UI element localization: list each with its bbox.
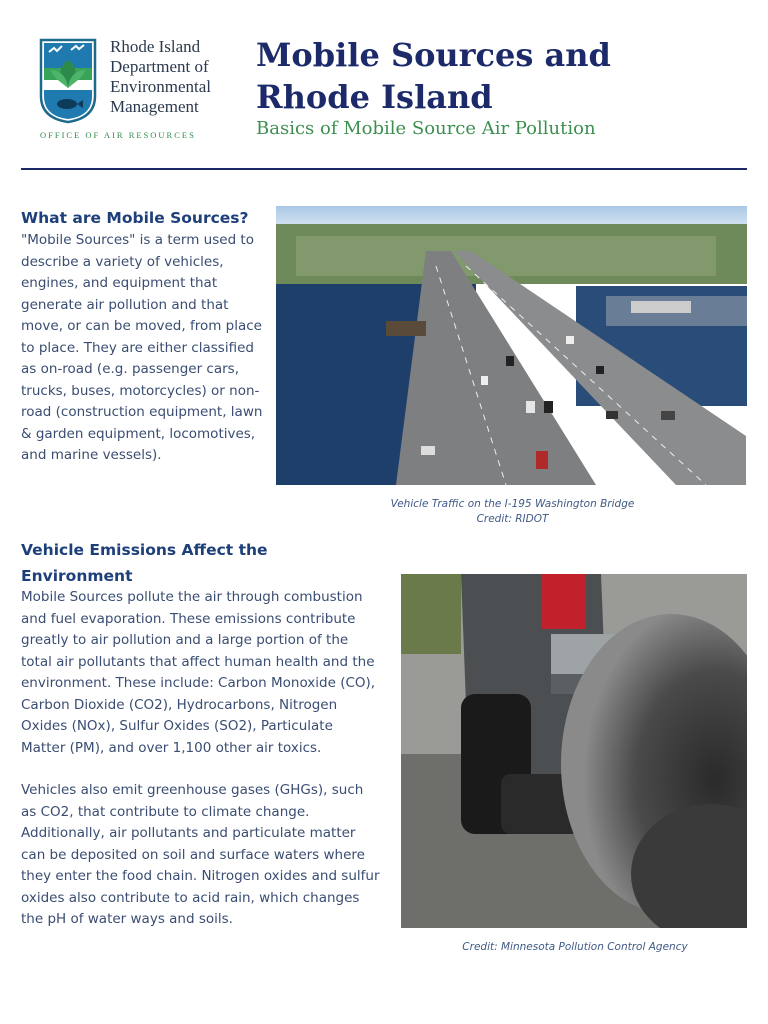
page-title-line: Rhode Island <box>256 78 493 116</box>
section-heading-mobile-sources: What are Mobile Sources? <box>21 209 249 227</box>
office-label: OFFICE OF AIR RESOURCES <box>40 130 196 140</box>
org-name-line: Environmental <box>110 77 212 96</box>
caption-line: Vehicle Traffic on the I-195 Washington Bridge <box>390 498 635 510</box>
org-name-line: Department of <box>110 57 209 76</box>
page-title <box>256 34 736 118</box>
org-name <box>110 37 240 117</box>
ridem-logo <box>39 38 97 124</box>
bridge-photo-caption <box>350 497 675 527</box>
exhaust-smoke-photo <box>401 574 747 928</box>
section-heading-vehicle-emissions: Vehicle Emissions Affect the Environment <box>21 541 268 585</box>
org-name-line: Management <box>110 97 199 116</box>
page-subtitle: Basics of Mobile Source Air Pollution <box>256 118 596 139</box>
section-body-mobile-sources: "Mobile Sources" is a term used to describe a variety of vehicles, engines, and equipment that generate air pollution and that move, or can be moved, from place to place. They are either classified as on-road (e.g. passenger cars, trucks, buses, motorcycles) or non-road (construction equipment, lawn & garden equipment, locomotives, and marine vessels). <box>21 232 263 463</box>
section-body-greenhouse-gases: Vehicles also emit greenhouse gases (GHGs), such as CO2, that contribute to climate change. Additionally, air pollutants and particulate matter can be deposited on soil and surface waters where they enter the food chain. Nitrogen oxides and sulfur oxides also contribute to acid rain, which changes the pH of water ways and soils. <box>21 782 380 927</box>
section-body-emissions: Mobile Sources pollute the air through combustion and fuel evaporation. These emissions contribute greatly to air pollution and a large portion of the total air pollutants that affect human health and the environment. These include: Carbon Monoxide (CO), Carbon Dioxide (CO2), Hydrocarbons, Nitrogen Oxides (NOx), Sulfur Oxides (SO2), Particulate Matter (PM), and over 1,100 other air toxics. <box>21 589 376 756</box>
header-divider <box>21 168 747 170</box>
page-title-line: Mobile Sources and <box>256 36 611 74</box>
caption-line: Credit: RIDOT <box>476 513 549 525</box>
exhaust-photo-caption: Credit: Minnesota Pollution Control Agency <box>462 941 688 953</box>
org-name-line: Rhode Island <box>110 37 201 56</box>
bridge-traffic-photo <box>276 206 747 485</box>
